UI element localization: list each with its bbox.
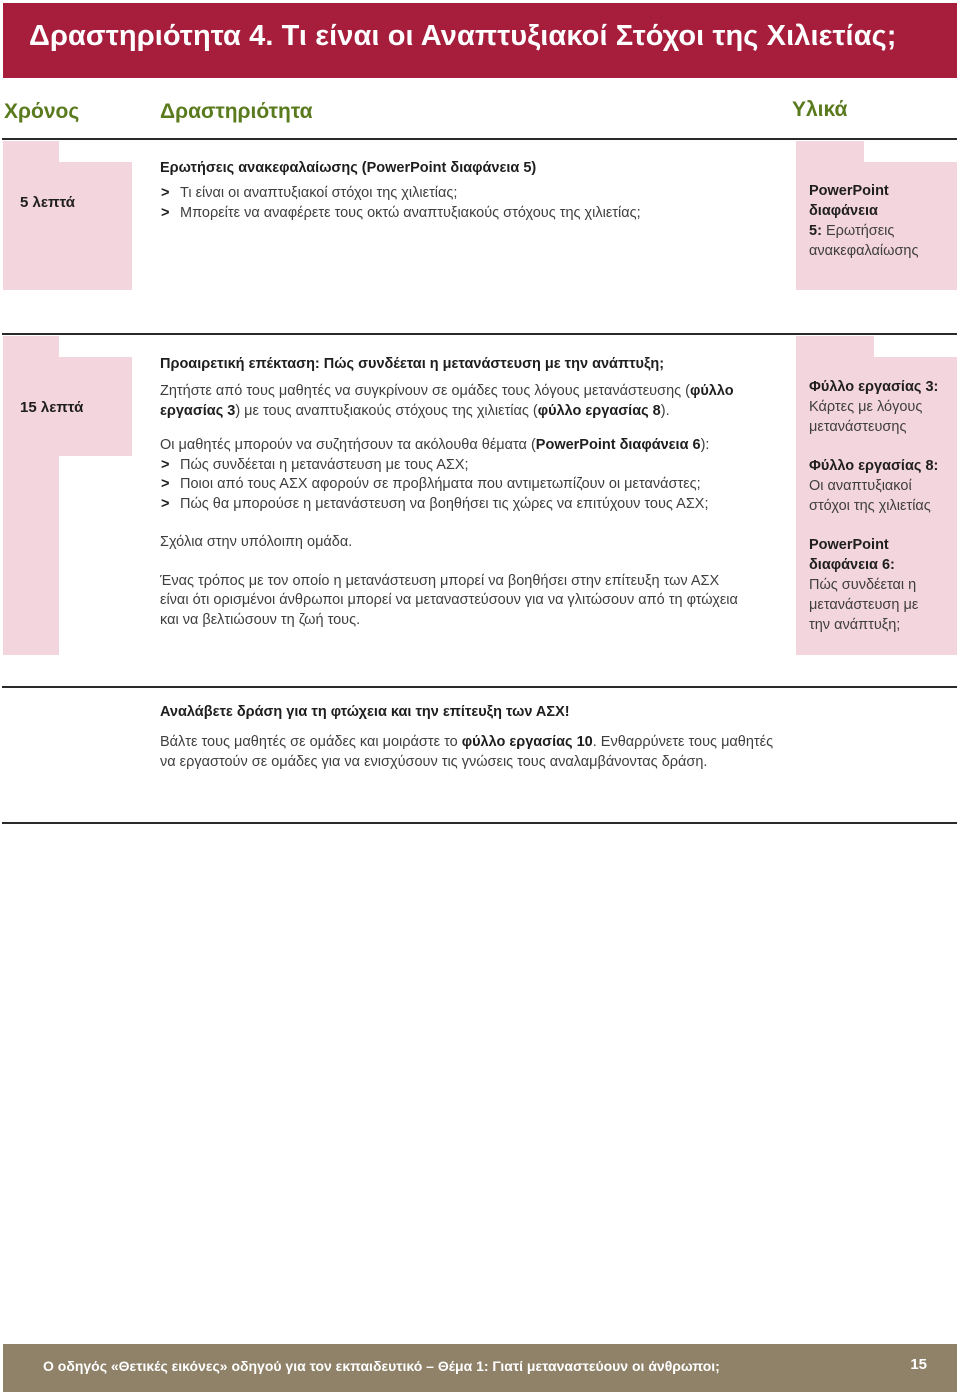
row2-p1-text-2: ) με τους αναπτυξιακούς στόχους της χιλιετίας ( (235, 402, 538, 419)
row2-m3-text-1: Πώς συνδέεται η (809, 577, 917, 593)
title-bar (3, 3, 957, 78)
divider-rule (2, 686, 957, 688)
row2-bullet-2: > Ποιοι από τους ΑΣΧ αφορούν σε προβλήματα που αντιμετωπίζουν οι μετανάστες; (160, 475, 760, 495)
row2-p2-end: ): (700, 437, 710, 453)
row2-material-3 (809, 535, 954, 635)
row2-heading: Προαιρετική επέκταση: Πώς συνδέεται η μετανάστευση με την ανάπτυξη; (160, 356, 665, 372)
row2-m3-text-3: την ανάπτυξη; (809, 617, 901, 633)
row1-material-bold-1: PowerPoint (809, 183, 889, 199)
row2-bullet-3: > Πώς θα μπορούσε η μετανάστευση να βοηθήσει τις χώρες να επιτύχουν τους ΑΣΧ; (160, 495, 760, 515)
row3-bold: φύλλο εργασίας 10 (461, 734, 593, 750)
row2-paragraph-2 (160, 436, 760, 456)
row1-bullet-1: > Τι είναι οι αναπτυξιακοί στόχοι της χιλιετίας; (160, 184, 780, 204)
row3-heading: Αναλάβετε δράση για τη φτώχεια και την επίτευξη των ΑΣΧ! (160, 704, 570, 720)
row2-m1-bold: Φύλλο εργασίας 3: (809, 379, 939, 395)
row2-p2-bold: PowerPoint διαφάνεια 6 (535, 437, 701, 453)
divider-rule (2, 138, 957, 140)
row2-p2-text: Οι μαθητές μπορούν να συζητήσουν τα ακόλουθα θέματα ( (160, 437, 536, 453)
row1-time: 5 λεπτά (20, 194, 75, 211)
row2-p1-bold-3: φύλλο εργασίας 8 (537, 402, 661, 419)
row2-paragraph-4: Ένας τρόπος με τον οποίο η μετανάστευση μπορεί να βοηθήσει στην επίτευξη των ΑΣΧ είναι ότι ορισμένοι άνθρωποι μπορεί να μεταναστεύσουν για να γλιτώσουν από τη φτώχεια και να βελτιώσουν τη ζωή τους. (160, 572, 738, 628)
page-title: Δραστηριότητα 4. Τι είναι οι Αναπτυξιακοί Στόχοι της Χιλιετίας; (29, 20, 897, 52)
row1-activity (160, 160, 780, 223)
row3-text-1: Βάλτε τους μαθητές σε ομάδες και μοιράστε το (160, 734, 462, 750)
row2-m3-text-2: μετανάστευση με (809, 597, 919, 613)
row2-p1-text-1: Ζητήστε από τους μαθητές να συγκρίνουν σε ομάδες τους λόγους μετανάστευσης ( (160, 383, 690, 399)
row3-activity (160, 704, 780, 772)
divider-rule (2, 333, 957, 335)
row2-p1-bold-2: εργασίας 3 (160, 402, 236, 419)
footer-text: Ο οδηγός «Θετικές εικόνες» οδηγού για τον εκπαιδευτικό – Θέμα 1: Γιατί μεταναστεύουν οι άνθρωποι; (43, 1358, 720, 1374)
row2-material-1 (809, 377, 954, 437)
row1-material-text-2: ανακεφαλαίωσης (809, 243, 919, 259)
row1-materials (809, 181, 949, 261)
footer-bar (3, 1344, 957, 1392)
row2-m1-text-2: μετανάστευσης (809, 419, 907, 435)
row2-bullet-1: > Πώς συνδέεται η μετανάστευση με τους ΑΣΧ; (160, 456, 760, 476)
row2-time: 15 λεπτά (20, 399, 84, 416)
row2-paragraph-3: Σχόλια στην υπόλοιπη ομάδα. (160, 534, 353, 550)
row3-text-2: . Ενθαρρύνετε τους μαθητές να εργαστούν σε ομάδες για να ενισχύσουν τις γνώσεις τους αναλαμβάνοντας δράση. (160, 734, 774, 770)
row1-material-text-1: Ερωτήσεις (825, 223, 895, 239)
row1-material-bold-2: διαφάνεια (809, 203, 878, 219)
row2-m3-bold-1: PowerPoint (809, 537, 889, 553)
row2-m2-text-2: στόχοι της χιλιετίας (809, 498, 931, 514)
row2-materials (809, 377, 954, 635)
row2-material-2 (809, 456, 954, 516)
column-header-activity: Δραστηριότητα (160, 100, 313, 123)
row1-bullet-2: > Μπορείτε να αναφέρετε τους οκτώ αναπτυξιακούς στόχους της χιλιετίας; (160, 204, 780, 224)
column-header-time: Χρόνος (4, 100, 80, 123)
time-cell-bg (3, 162, 132, 290)
divider-rule (2, 822, 957, 824)
row2-m2-bold: Φύλλο εργασίας 8: (809, 458, 939, 474)
row2-paragraph-1 (160, 382, 760, 421)
row2-m1-text-1: Κάρτες με λόγους (809, 399, 923, 415)
row2-p1-bold-1: φύλλο (689, 383, 734, 399)
column-header-materials: Υλικά (792, 98, 848, 121)
page-number: 15 (910, 1356, 927, 1373)
row1-material-bold-3: 5: (809, 223, 822, 239)
row1-heading: Ερωτήσεις ανακεφαλαίωσης (PowerPoint διαφάνεια 5) (160, 160, 537, 176)
row2-m2-text-1: Οι αναπτυξιακοί (809, 478, 912, 494)
row2-activity (160, 356, 760, 630)
row2-p1-text-3: ). (660, 402, 670, 419)
row3-paragraph (160, 733, 780, 772)
row2-m3-bold-2: διαφάνεια 6: (809, 557, 895, 573)
